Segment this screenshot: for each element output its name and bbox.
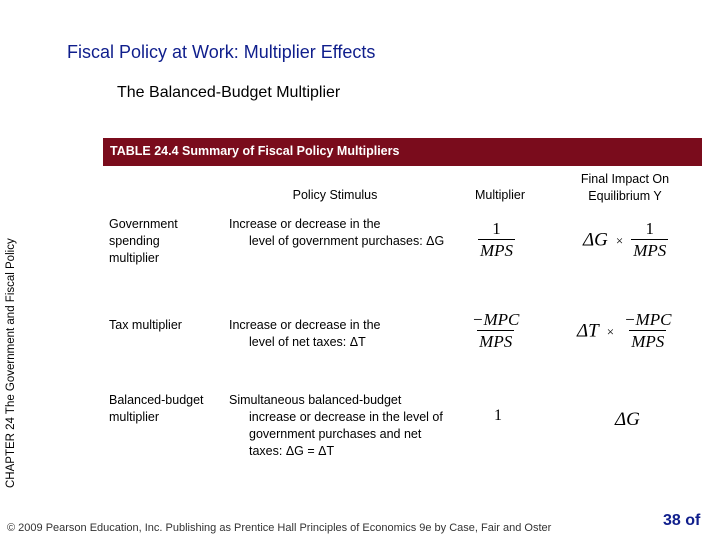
header-final-impact-line1: Final Impact On	[580, 172, 670, 186]
header-multiplier: Multiplier	[474, 188, 525, 202]
row-balanced-budget-impact: ΔG	[615, 409, 640, 430]
row-tax-desc-line1: Increase or decrease in the	[229, 318, 381, 332]
row-gov-spending-impact	[583, 219, 668, 262]
row-balanced-budget-desc	[229, 392, 449, 460]
row-gov-spending-multiplier	[478, 219, 515, 262]
row-tax-multiplier	[470, 310, 521, 353]
impact-delta: ΔT	[577, 320, 599, 342]
row-balanced-budget-name: Balanced-budget multiplier	[109, 393, 204, 424]
header-final-impact	[560, 171, 690, 205]
row-balanced-budget-multiplier: 1	[494, 407, 502, 424]
table-caption-bar	[103, 138, 702, 166]
copyright-footer: © 2009 Pearson Education, Inc. Publishing as Prentice Hall Principles of Economics 9e by Case, Fair and Oster	[7, 522, 552, 534]
fraction-numerator: 1	[492, 219, 501, 238]
impact-fraction	[622, 310, 673, 353]
times-symbol: ×	[606, 323, 615, 339]
header-final-impact-line2-text: Equilibrium Y	[588, 189, 662, 203]
fraction-denominator: MPS	[633, 241, 667, 260]
slide-title: Fiscal Policy at Work: Multiplier Effects	[67, 42, 376, 62]
page-number: 38 of	[663, 512, 701, 529]
row-tax-desc	[229, 317, 449, 351]
impact-fraction	[631, 219, 668, 262]
row-gov-spending-desc-line1: Increase or decrease in the	[229, 217, 381, 231]
times-symbol: ×	[615, 232, 624, 248]
fraction-numerator: 1	[645, 219, 654, 238]
row-gov-spending-name: Government spending multiplier	[109, 217, 178, 265]
fraction-denominator: MPS	[479, 332, 513, 351]
gov-spending-multiplier-fraction	[478, 219, 515, 262]
row-tax-desc-rest: level of net taxes: ΔT	[249, 335, 366, 349]
header-final-impact-line2	[560, 188, 690, 205]
fraction-denominator: MPS	[480, 241, 514, 260]
fraction-numerator: −MPC	[472, 310, 520, 329]
row-balanced-budget-desc-line1: Simultaneous balanced-budget	[229, 393, 402, 407]
table-caption: TABLE 24.4 Summary of Fiscal Policy Multipliers	[110, 144, 400, 158]
row-gov-spending-desc	[229, 216, 449, 250]
tax-multiplier-fraction	[470, 310, 521, 353]
row-gov-spending-desc-rest: level of government purchases: ΔG	[249, 234, 445, 248]
row-balanced-budget-desc-rest: increase or decrease in the level of government purchases and net taxes: ΔG = ΔT	[249, 410, 443, 458]
impact-delta: ΔG	[583, 229, 608, 251]
header-policy-stimulus: Policy Stimulus	[292, 188, 378, 202]
chapter-side-label: CHAPTER 24 The Government and Fiscal Policy	[5, 238, 17, 488]
row-tax-name: Tax multiplier	[109, 318, 182, 332]
fraction-denominator: MPS	[631, 332, 665, 351]
fraction-numerator: −MPC	[624, 310, 672, 329]
slide-subtitle: The Balanced-Budget Multiplier	[117, 84, 341, 101]
row-tax-impact	[577, 310, 673, 353]
